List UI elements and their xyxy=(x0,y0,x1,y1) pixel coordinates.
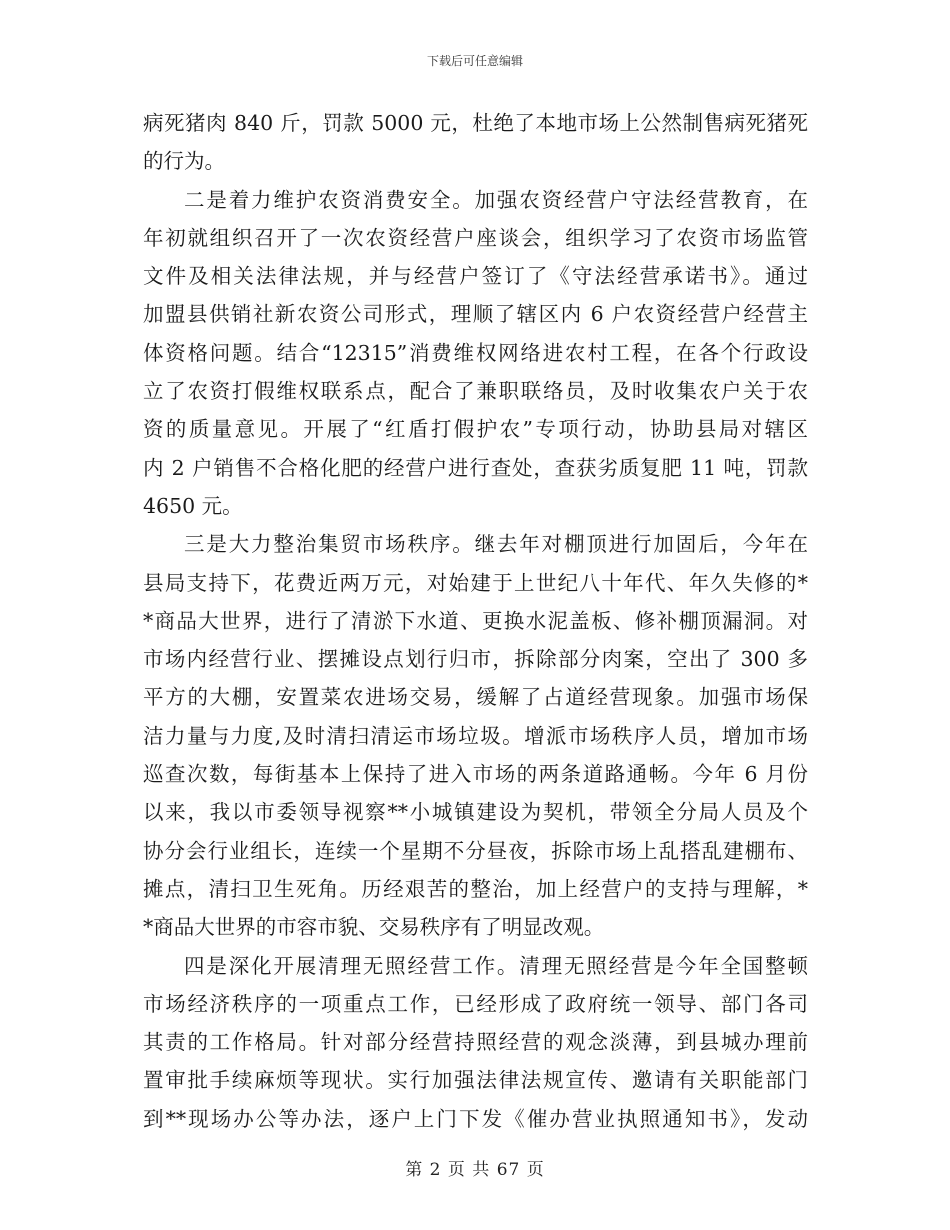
text-line: *商品大世界的市容市貌、交易秩序有了明显改观。 xyxy=(143,915,605,940)
text-line: *商品大世界，进行了清淤下水道、更换水泥盖板、修补棚顶漏洞。对 xyxy=(143,608,808,633)
text-line: 洁力量与力度,及时清扫清运市场垃圾。增派市场秩序人员，增加市场 xyxy=(143,723,808,748)
text-line: 年初就组织召开了一次农资经营户座谈会，组织学习了农资市场监管 xyxy=(143,225,808,250)
text-line: 到**现场办公等办法，逐户上门下发《催办营业执照通知书》，发动 xyxy=(143,1106,808,1131)
text-line: 立了农资打假维权联系点，配合了兼职联络员，及时收集农户关于农 xyxy=(143,379,808,404)
page-header: 下载后可任意编辑 xyxy=(426,54,523,68)
text-line: 其责的工作格局。针对部分经营持照经营的观念淡薄，到县城办理前 xyxy=(143,1030,808,1055)
text-line: 4650 元。 xyxy=(143,493,243,518)
text-line: 平方的大棚，安置菜农进场交易，缓解了占道经营现象。加强市场保 xyxy=(143,685,808,710)
text-line: 病死猪肉 840 斤，罚款 5000 元，杜绝了本地市场上公然制售病死猪死 xyxy=(143,111,808,135)
text-line: 巡查次数，每街基本上保持了进入市场的两条道路通畅。今年 6 月份 xyxy=(143,762,808,787)
text-line: 置审批手续麻烦等现状。实行加强法律法规宣传、邀请有关职能部门 xyxy=(143,1068,808,1093)
page-footer: 第 2 页 共 67 页 xyxy=(405,1160,545,1180)
text-line: 内 2 户销售不合格化肥的经营户进行查处，查获劣质复肥 11 吨，罚款 xyxy=(143,455,808,480)
text-line: 协分会行业组长，连续一个星期不分昼夜，拆除市场上乱搭乱建棚布、 xyxy=(143,838,808,863)
text-line: 二是着力维护农资消费安全。加强农资经营户守法经营教育，在 xyxy=(184,187,808,212)
text-line: 以来，我以市委领导视察**小城镇建设为契机，带领全分局人员及个 xyxy=(143,800,808,825)
text-line: 县局支持下，花费近两万元，对始建于上世纪八十年代、年久失修的* xyxy=(143,570,808,595)
text-line: 三是大力整治集贸市场秩序。继去年对棚顶进行加固后，今年在 xyxy=(184,532,808,557)
text-line: 四是深化开展清理无照经营工作。清理无照经营是今年全国整顿 xyxy=(184,953,808,978)
text-line: 体资格问题。结合“12315”消费维权网络进农村工程，在各个行政设 xyxy=(143,340,808,365)
document-body xyxy=(143,104,808,1138)
text-line: 市场内经营行业、摆摊设点划行归市，拆除部分肉案，空出了 300 多 xyxy=(143,647,808,672)
text-line: 市场经济秩序的一项重点工作，已经形成了政府统一领导、部门各司 xyxy=(143,991,808,1016)
text-line: 摊点，清扫卫生死角。历经艰苦的整治，加上经营户的支持与理解，* xyxy=(143,876,808,901)
text-line: 加盟县供销社新农资公司形式，理顺了辖区内 6 户农资经营户经营主 xyxy=(143,302,808,327)
text-line: 资的质量意见。开展了“红盾打假护农”专项行动，协助县局对辖区 xyxy=(143,417,808,442)
text-line: 文件及相关法律法规，并与经营户签订了《守法经营承诺书》。通过 xyxy=(143,264,808,289)
text-line: 的行为。 xyxy=(143,149,225,174)
